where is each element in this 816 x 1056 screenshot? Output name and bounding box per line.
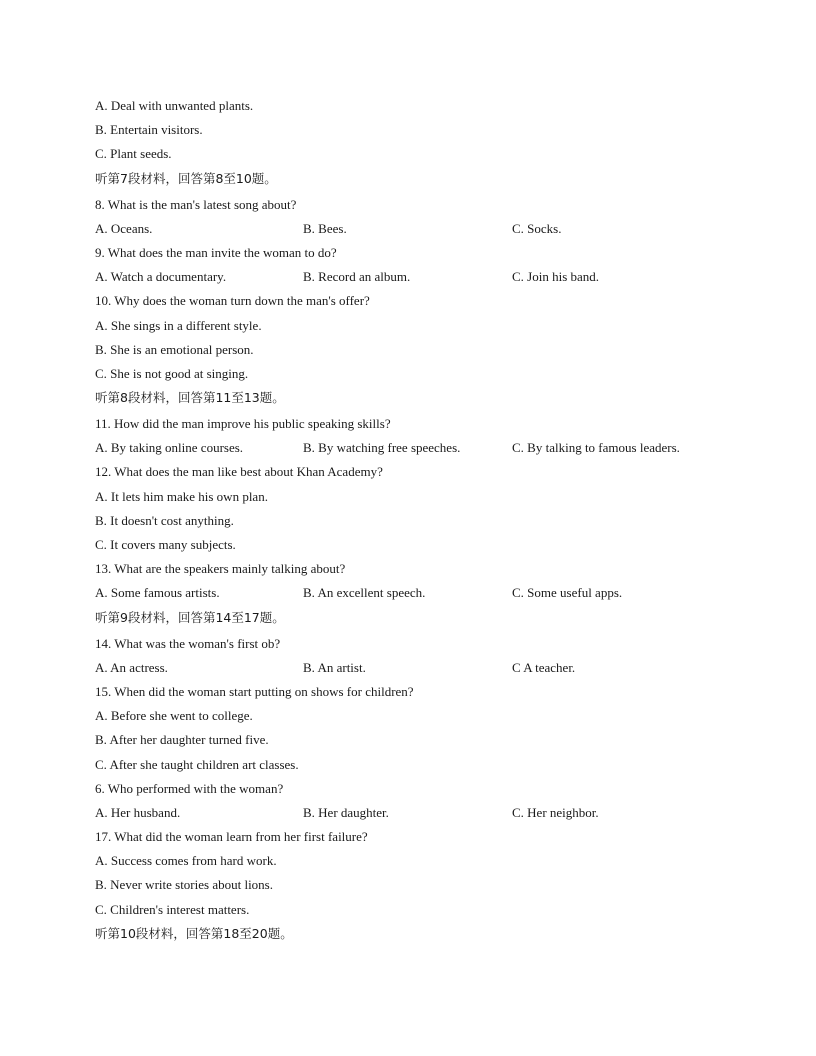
text-line: 10. Why does the woman turn down the man's offer? [95,293,370,309]
option-a: A. By taking online courses. [95,440,244,456]
text-line: B. Entertain visitors. [95,122,203,138]
option-b: B. Bees. [303,220,347,236]
section-heading: 听第7段材料，回答第8至10题。 [95,170,277,186]
options-row [95,265,755,289]
option-b: B. Her daughter. [303,804,389,820]
option-c: C. Her neighbor. [512,804,599,820]
text-line: A. Success comes from hard work. [95,853,277,869]
text-line: B. She is an emotional person. [95,341,254,357]
section-heading: 听第9段材料，回答第14至17题。 [95,609,285,625]
options-row [95,656,755,680]
document-content [95,94,755,948]
option-c: C A teacher. [512,659,576,675]
text-line: 9. What does the man invite the woman to do? [95,244,337,260]
option-a: A. Oceans. [95,220,153,236]
section-heading: 听第10段材料，回答第18至20题。 [95,925,293,941]
option-c: C. Some useful apps. [512,585,623,601]
option-b: B. Record an album. [303,269,411,285]
options-row [95,436,755,460]
option-b: B. An artist. [303,659,366,675]
text-line: C. Plant seeds. [95,146,172,162]
text-line: C. After she taught children art classes. [95,756,299,772]
option-c: C. Socks. [512,220,562,236]
options-row [95,217,755,241]
text-line: 17. What did the woman learn from her first failure? [95,829,368,845]
option-b: B. By watching free speeches. [303,440,461,456]
option-c: C. By talking to famous leaders. [512,440,680,456]
text-line: 11. How did the man improve his public speaking skills? [95,416,391,432]
text-line: 13. What are the speakers mainly talking about? [95,561,346,577]
option-a: A. Her husband. [95,804,181,820]
options-row [95,801,755,825]
text-line: A. Deal with unwanted plants. [95,98,254,113]
text-line: B. It doesn't cost anything. [95,512,234,528]
text-line: 14. What was the woman's first ob? [95,635,281,651]
option-b: B. An excellent speech. [303,585,426,601]
text-line: C. It covers many subjects. [95,537,236,552]
text-line: C. She is not good at singing. [95,365,249,381]
text-line: 6. Who performed with the woman? [95,780,284,796]
section-heading: 听第8段材料，回答第11至13题。 [95,390,285,406]
text-line: A. It lets him make his own plan. [95,488,268,504]
text-line: 15. When did the woman start putting on shows for children? [95,683,414,699]
text-line: C. Children's interest matters. [95,901,250,917]
text-line: 8. What is the man's latest song about? [95,196,297,212]
option-a: A. An actress. [95,659,168,675]
option-a: A. Watch a documentary. [95,269,227,285]
option-a: A. Some famous artists. [95,585,220,601]
text-line: B. Never write stories about lions. [95,877,273,893]
options-row [95,581,755,605]
text-line: A. Before she went to college. [95,708,253,724]
text-line: 12. What does the man like best about Khan Academy? [95,464,383,480]
option-c: C. Join his band. [512,269,600,285]
text-line: A. She sings in a different style. [95,317,262,333]
text-line: B. After her daughter turned five. [95,732,269,748]
